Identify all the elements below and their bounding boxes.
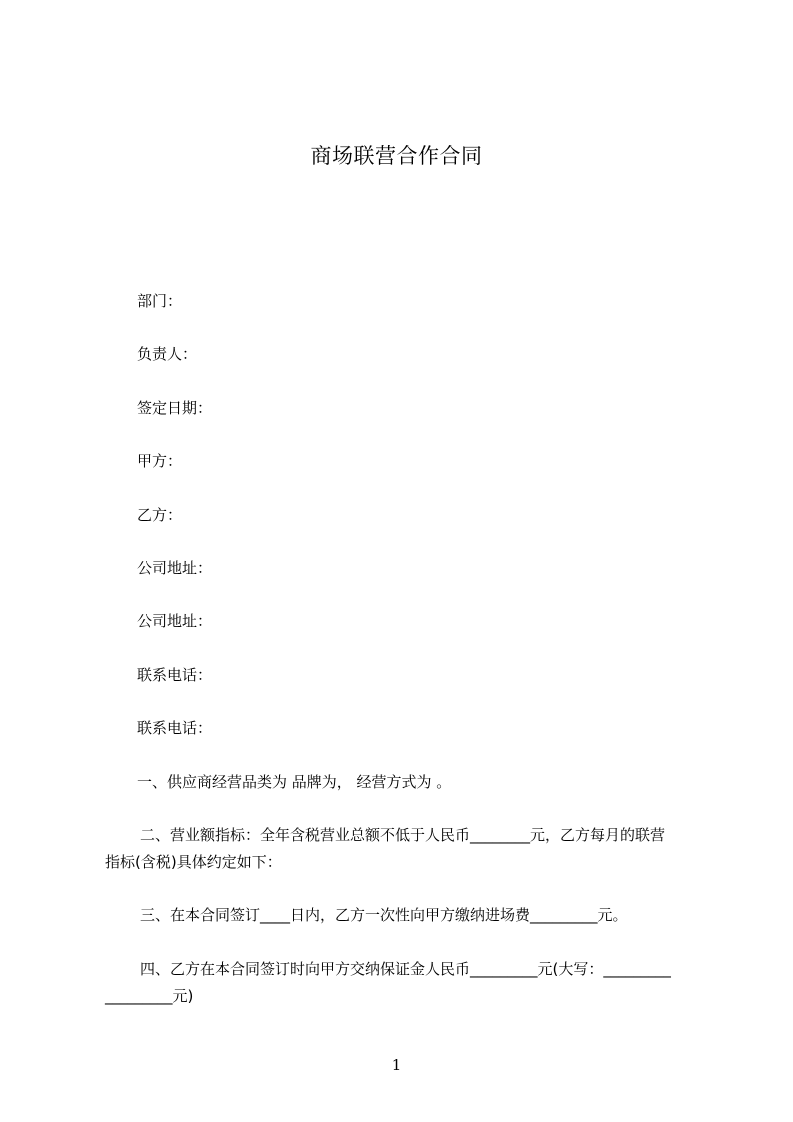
field-signing-date: 签定日期：	[137, 399, 213, 417]
clause-2-line-2: 指标(含税)具体约定如下：	[105, 853, 282, 871]
page-number: 1	[391, 1056, 402, 1074]
field-company-address-a: 公司地址：	[137, 559, 213, 577]
field-party-b: 乙方：	[137, 506, 183, 524]
field-person-in-charge: 负责人：	[137, 345, 198, 363]
clause-4-line-1: 四、乙方在本合同签订时向甲方交纳保证金人民币_________元(大写：_________	[140, 960, 671, 978]
clause-4-line-2: _________元)	[105, 987, 194, 1005]
field-department: 部门：	[137, 292, 183, 310]
clause-1: 一、供应商经营品类为 品牌为， 经营方式为 。	[137, 773, 452, 791]
clause-3: 三、在本合同签订____日内，乙方一次性向甲方缴纳进场费_________元。	[140, 906, 628, 924]
clause-2-line-1: 二、营业额指标：全年含税营业总额不低于人民币________元，乙方每月的联营	[140, 826, 666, 844]
document-title: 商场联营合作合同	[310, 144, 483, 168]
field-contact-phone-a: 联系电话：	[137, 666, 213, 684]
field-contact-phone-b: 联系电话：	[137, 719, 213, 737]
field-company-address-b: 公司地址：	[137, 612, 213, 630]
field-party-a: 甲方：	[137, 452, 183, 470]
